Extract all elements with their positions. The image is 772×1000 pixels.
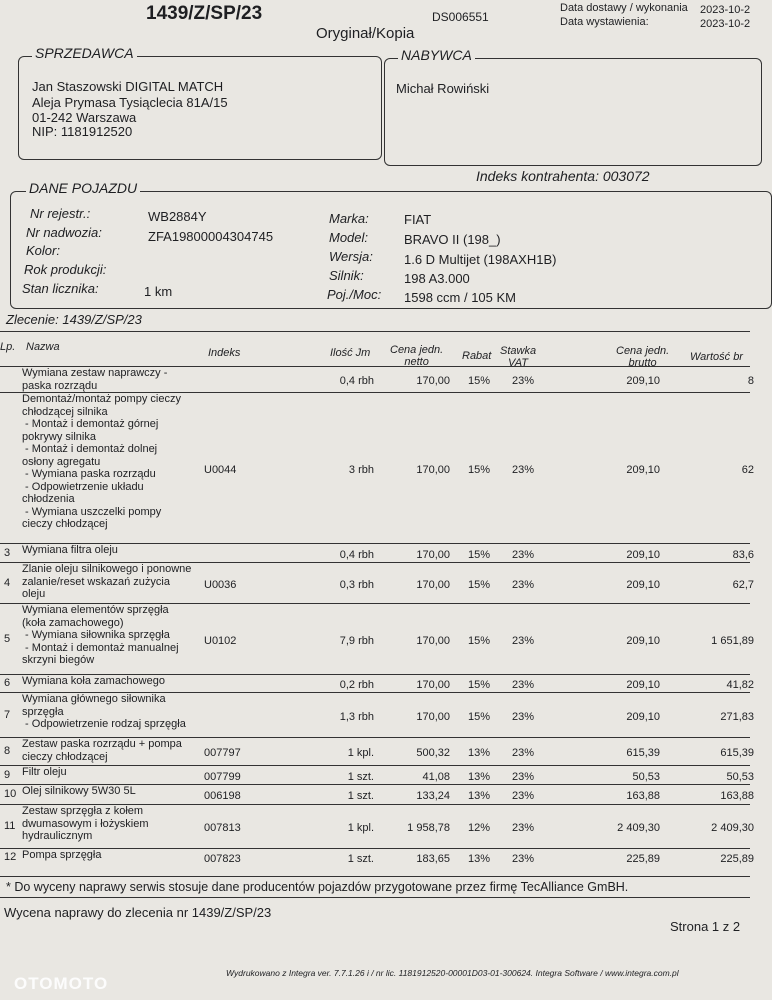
vehicle-box	[10, 191, 772, 309]
odometer-value: 1 km	[144, 284, 173, 299]
col-header-disc: Rabat	[462, 350, 492, 362]
row-gross: 50,53	[632, 771, 660, 783]
row-gross: 209,10	[626, 635, 660, 647]
row-gross: 209,10	[626, 579, 660, 591]
col-header-index: Indeks	[208, 347, 241, 359]
col-header-qty: Ilość Jm	[330, 347, 371, 359]
row-index: U0102	[204, 635, 237, 647]
row-vat: 23%	[511, 679, 534, 691]
row-gross: 209,10	[626, 711, 660, 723]
buyer-name: Michał Rowiński	[396, 81, 490, 96]
vehicle-label: Wersja:	[329, 249, 373, 264]
vehicle-label: Nr rejestr.:	[30, 206, 91, 221]
row-lp: 9	[4, 769, 11, 781]
row-name: Wymiana głównego siłownika sprzęgła - Odpowietrzenie rodzaj sprzęgła	[22, 693, 186, 730]
row-disc: 13%	[467, 771, 490, 783]
row-net: 170,00	[416, 635, 450, 647]
contractor-index: Indeks kontrahenta: 003072	[476, 168, 650, 184]
row-net: 170,00	[416, 679, 450, 691]
delivery-date-value: 2023-10-2	[700, 4, 751, 16]
document-code: DS006551	[432, 10, 489, 24]
row-lp: 10	[4, 788, 17, 800]
row-name: Wymiana koła zamachowego	[22, 675, 165, 687]
row-lp: 4	[4, 577, 11, 589]
row-lp: 7	[4, 709, 11, 721]
row-net: 170,00	[416, 375, 450, 387]
row-vat: 23%	[511, 853, 534, 865]
row-qty: 3 rbh	[348, 464, 374, 476]
col-header-name: Nazwa	[26, 341, 60, 353]
row-index: 007813	[204, 822, 241, 834]
row-vat: 23%	[511, 635, 534, 647]
row-disc: 15%	[467, 464, 490, 476]
estimate-title: Wycena naprawy do zlecenia nr 1439/Z/SP/23	[4, 905, 272, 920]
row-gross: 209,10	[626, 679, 660, 691]
make-value: FIAT	[404, 212, 432, 227]
row-value: 2 409,30	[711, 822, 754, 834]
row-net: 500,32	[416, 747, 450, 759]
model-value: BRAVO II (198_)	[404, 232, 501, 247]
row-disc: 13%	[467, 790, 490, 802]
delivery-date-label: Data dostawy / wykonania	[560, 2, 688, 14]
row-qty: 0,3 rbh	[339, 579, 374, 591]
row-qty: 1,3 rbh	[339, 711, 374, 723]
issue-date-value: 2023-10-2	[700, 18, 751, 30]
row-qty: 0,2 rbh	[339, 679, 374, 691]
row-value: 83,6	[732, 549, 754, 561]
vin-value: ZFA19800004304745	[148, 229, 274, 244]
vehicle-label: Rok produkcji:	[24, 262, 107, 277]
row-name: Wymiana zestaw naprawczy - paska rozrządu	[22, 367, 168, 392]
row-disc: 15%	[467, 375, 490, 387]
row-qty: 0,4 rbh	[339, 549, 374, 561]
row-qty: 7,9 rbh	[339, 635, 374, 647]
row-lp: 3	[4, 547, 11, 559]
row-net: 1 958,78	[407, 822, 450, 834]
row-net: 170,00	[416, 549, 450, 561]
row-net: 41,08	[422, 771, 450, 783]
row-lp: 6	[4, 677, 11, 689]
seller-legend: SPRZEDAWCA	[32, 45, 137, 61]
row-vat: 23%	[511, 375, 534, 387]
row-value: 271,83	[720, 711, 754, 723]
col-header-gross: Cena jedn. brutto	[616, 345, 670, 369]
row-name: Pompa sprzęgła	[22, 849, 102, 861]
row-net: 170,00	[416, 711, 450, 723]
row-value: 62,7	[732, 579, 754, 591]
document-number: 1439/Z/SP/23	[146, 3, 263, 24]
row-vat: 23%	[511, 747, 534, 759]
footnote-rule	[0, 876, 750, 877]
table-top-rule	[0, 331, 750, 332]
row-value: 1 651,89	[711, 635, 754, 647]
row-name: Wymiana elementów sprzęgła (koła zamachowego) - Wymiana siłownika sprzęgła - Montaż i demontaż manualnej skrzyni biegów	[22, 604, 179, 666]
row-lp: 5	[4, 633, 11, 645]
vehicle-label: Stan licznika:	[22, 281, 99, 296]
buyer-box	[384, 58, 762, 166]
row-gross: 209,10	[626, 549, 660, 561]
row-net: 170,00	[416, 579, 450, 591]
row-qty: 1 szt.	[347, 790, 374, 802]
row-disc: 13%	[467, 853, 490, 865]
row-index: U0044	[204, 464, 237, 476]
row-value: 41,82	[726, 679, 754, 691]
row-net: 133,24	[416, 790, 450, 802]
row-gross: 209,10	[626, 375, 660, 387]
vehicle-label: Silnik:	[329, 268, 364, 283]
row-qty: 1 kpl.	[347, 747, 374, 759]
row-disc: 13%	[467, 747, 490, 759]
footnote-bottom-rule	[0, 897, 750, 898]
row-value: 50,53	[726, 771, 754, 783]
engine-value: 198 A3.000	[404, 271, 470, 286]
row-qty: 1 kpl.	[347, 822, 374, 834]
vehicle-legend: DANE POJAZDU	[26, 180, 140, 196]
row-qty: 0,4 rbh	[339, 375, 374, 387]
seller-line: 01-242 Warszawa	[32, 110, 137, 125]
row-qty: 1 szt.	[347, 771, 374, 783]
row-gross: 209,10	[626, 464, 660, 476]
vehicle-label: Kolor:	[26, 243, 60, 258]
registration-value: WB2884Y	[148, 209, 207, 224]
row-index: 006198	[204, 790, 241, 802]
col-header-value: Wartość br	[690, 351, 743, 363]
row-disc: 15%	[467, 549, 490, 561]
seller-line: Aleja Prymasa Tysiąclecia 81A/15	[32, 95, 228, 110]
row-name: Olej silnikowy 5W30 5L	[22, 785, 136, 797]
row-vat: 23%	[511, 711, 534, 723]
vehicle-label: Poj./Moc:	[327, 287, 382, 302]
row-value: 615,39	[720, 747, 754, 759]
row-qty: 1 szt.	[347, 853, 374, 865]
row-vat: 23%	[511, 464, 534, 476]
displacement-value: 1598 ccm / 105 KM	[404, 290, 516, 305]
buyer-legend: NABYWCA	[398, 47, 475, 63]
row-index: 007799	[204, 771, 241, 783]
footnote: * Do wyceny naprawy serwis stosuje dane producentów pojazdów przygotowane przez firmę TecAlliance GmBH.	[6, 880, 629, 894]
row-name: Wymiana filtra oleju	[22, 544, 118, 556]
issue-date-label: Data wystawienia:	[560, 16, 649, 28]
row-disc: 12%	[467, 822, 490, 834]
copy-label: Oryginał/Kopia	[316, 25, 415, 42]
col-header-lp: Lp.	[0, 341, 16, 353]
row-gross: 2 409,30	[617, 822, 660, 834]
row-disc: 15%	[467, 579, 490, 591]
version-value: 1.6 D Multijet (198AXH1B)	[404, 252, 557, 267]
row-net: 170,00	[416, 464, 450, 476]
row-lp: 12	[4, 851, 17, 863]
row-vat: 23%	[511, 579, 534, 591]
row-value: 62	[741, 464, 754, 476]
row-gross: 615,39	[626, 747, 660, 759]
row-disc: 15%	[467, 635, 490, 647]
row-value: 163,88	[720, 790, 754, 802]
row-value: 8	[747, 375, 754, 387]
row-lp: 8	[4, 745, 11, 757]
printed-by: Wydrukowano z Integra ver. 7.7.1.26 i / nr lic. 1181912520-00001D03-01-300624. Integra Software / www.integra.com.pl	[226, 968, 679, 978]
row-name: Demontaż/montaż pompy cieczy chłodzącej silnika - Montaż i demontaż górnej pokrywy silnika - Montaż i demontaż dolnej osłony agregatu - Wymiana paska rozrządu - Odpowietrzenie układu chłodzenia - Wymiana uszczelki pompy cieczy chłodzącej	[22, 393, 181, 530]
row-index: 007823	[204, 853, 241, 865]
seller-line: NIP: 1181912520	[32, 124, 133, 139]
row-disc: 15%	[467, 711, 490, 723]
vehicle-label: Nr nadwozia:	[26, 225, 102, 240]
row-vat: 23%	[511, 549, 534, 561]
col-header-vat: Stawka VAT	[500, 345, 537, 369]
otomoto-watermark: OTOMOTO	[14, 974, 109, 993]
vehicle-label: Marka:	[329, 211, 369, 226]
col-header-net: Cena jedn. netto	[390, 344, 444, 368]
row-index: 007797	[204, 747, 241, 759]
row-vat: 23%	[511, 822, 534, 834]
row-value: 225,89	[720, 853, 754, 865]
row-name: Filtr oleju	[22, 766, 67, 778]
order-number: Zlecenie: 1439/Z/SP/23	[6, 312, 142, 327]
row-index: U0036	[204, 579, 237, 591]
row-vat: 23%	[511, 771, 534, 783]
row-lp: 11	[4, 820, 16, 832]
row-name: Zestaw sprzęgła z kołem dwumasowym i łożyskiem hydraulicznym	[22, 805, 149, 842]
seller-line: Jan Staszowski DIGITAL MATCH	[32, 79, 224, 94]
row-disc: 15%	[467, 679, 490, 691]
row-name: Zestaw paska rozrządu + pompa cieczy chłodzącej	[22, 738, 182, 763]
row-net: 183,65	[416, 853, 450, 865]
row-vat: 23%	[511, 790, 534, 802]
vehicle-label: Model:	[329, 230, 369, 245]
row-gross: 225,89	[626, 853, 660, 865]
page-number: Strona 1 z 2	[670, 919, 741, 934]
row-gross: 163,88	[626, 790, 660, 802]
row-name: Zlanie oleju silnikowego i ponowne zalanie/reset wskazań zużycia oleju	[22, 563, 192, 600]
